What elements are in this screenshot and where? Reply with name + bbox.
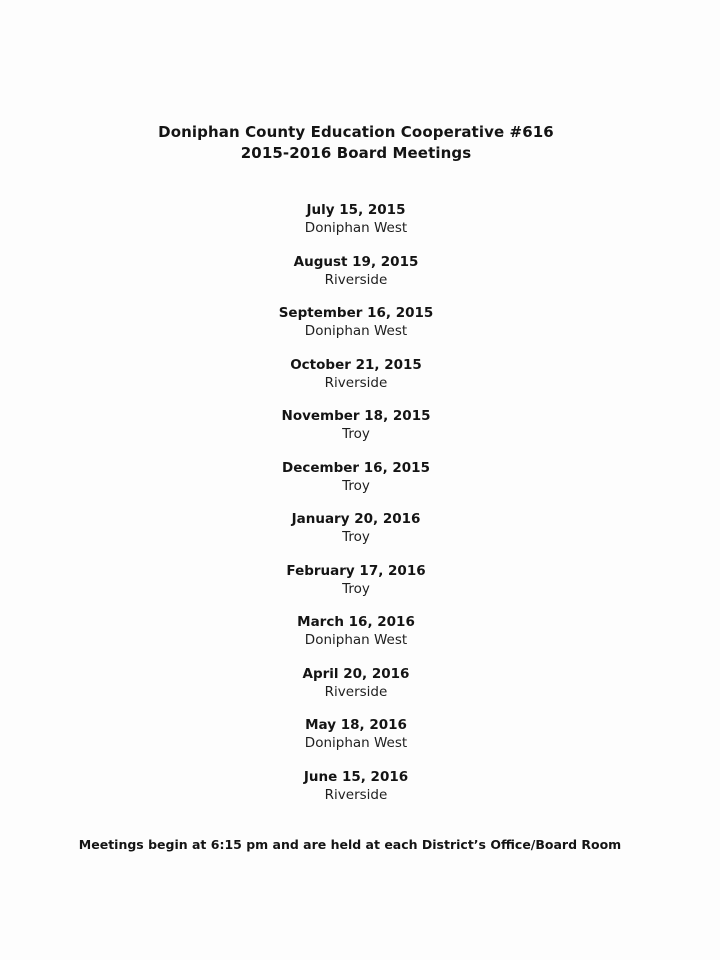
meeting-location: Troy: [342, 580, 370, 597]
meeting-date: July 15, 2015: [306, 202, 406, 218]
meeting-entry: [0, 254, 712, 306]
meeting-entry: [0, 614, 712, 666]
meeting-entry: [0, 202, 712, 254]
meeting-entry: [0, 511, 712, 563]
meeting-location: Doniphan West: [304, 323, 408, 339]
meeting-entry: [0, 769, 712, 821]
meeting-date: October 21, 2015: [290, 356, 422, 373]
meeting-location: Troy: [342, 477, 370, 494]
meeting-location: Doniphan West: [304, 220, 408, 236]
meeting-entry: [0, 717, 712, 769]
meeting-location: Riverside: [324, 786, 388, 803]
meeting-entry: [0, 563, 712, 615]
meeting-date: August 19, 2015: [293, 253, 419, 270]
meeting-schedule-list: [0, 202, 712, 820]
meeting-location: Riverside: [324, 271, 388, 288]
meeting-date: September 16, 2015: [278, 305, 434, 321]
meeting-time-note: Meetings begin at 6:15 pm and are held at each District’s Office/Board Room: [78, 837, 622, 852]
meeting-location: Troy: [342, 529, 370, 545]
meeting-date: February 17, 2016: [286, 562, 426, 579]
meeting-date: November 18, 2015: [281, 408, 431, 424]
meeting-entry: [0, 408, 712, 460]
document-subtitle: 2015-2016 Board Meetings: [240, 144, 472, 162]
meeting-date: January 20, 2016: [291, 511, 421, 527]
meeting-date: June 15, 2016: [303, 768, 409, 785]
document-header: [0, 122, 712, 164]
meeting-entry: [0, 357, 712, 409]
meeting-entry: [0, 666, 712, 718]
meeting-location: Troy: [342, 426, 370, 442]
meeting-date: April 20, 2016: [302, 665, 410, 682]
meeting-location: Doniphan West: [304, 632, 408, 648]
meeting-location: Riverside: [324, 683, 388, 700]
meeting-location: Doniphan West: [304, 735, 408, 751]
meeting-entry: [0, 460, 712, 512]
meeting-date: December 16, 2015: [282, 459, 430, 476]
meeting-date: May 18, 2016: [305, 717, 407, 733]
meeting-location: Riverside: [324, 374, 388, 391]
meeting-entry: [0, 305, 712, 357]
document-title: Doniphan County Education Cooperative #616: [158, 123, 554, 141]
meeting-date: March 16, 2016: [297, 614, 415, 630]
